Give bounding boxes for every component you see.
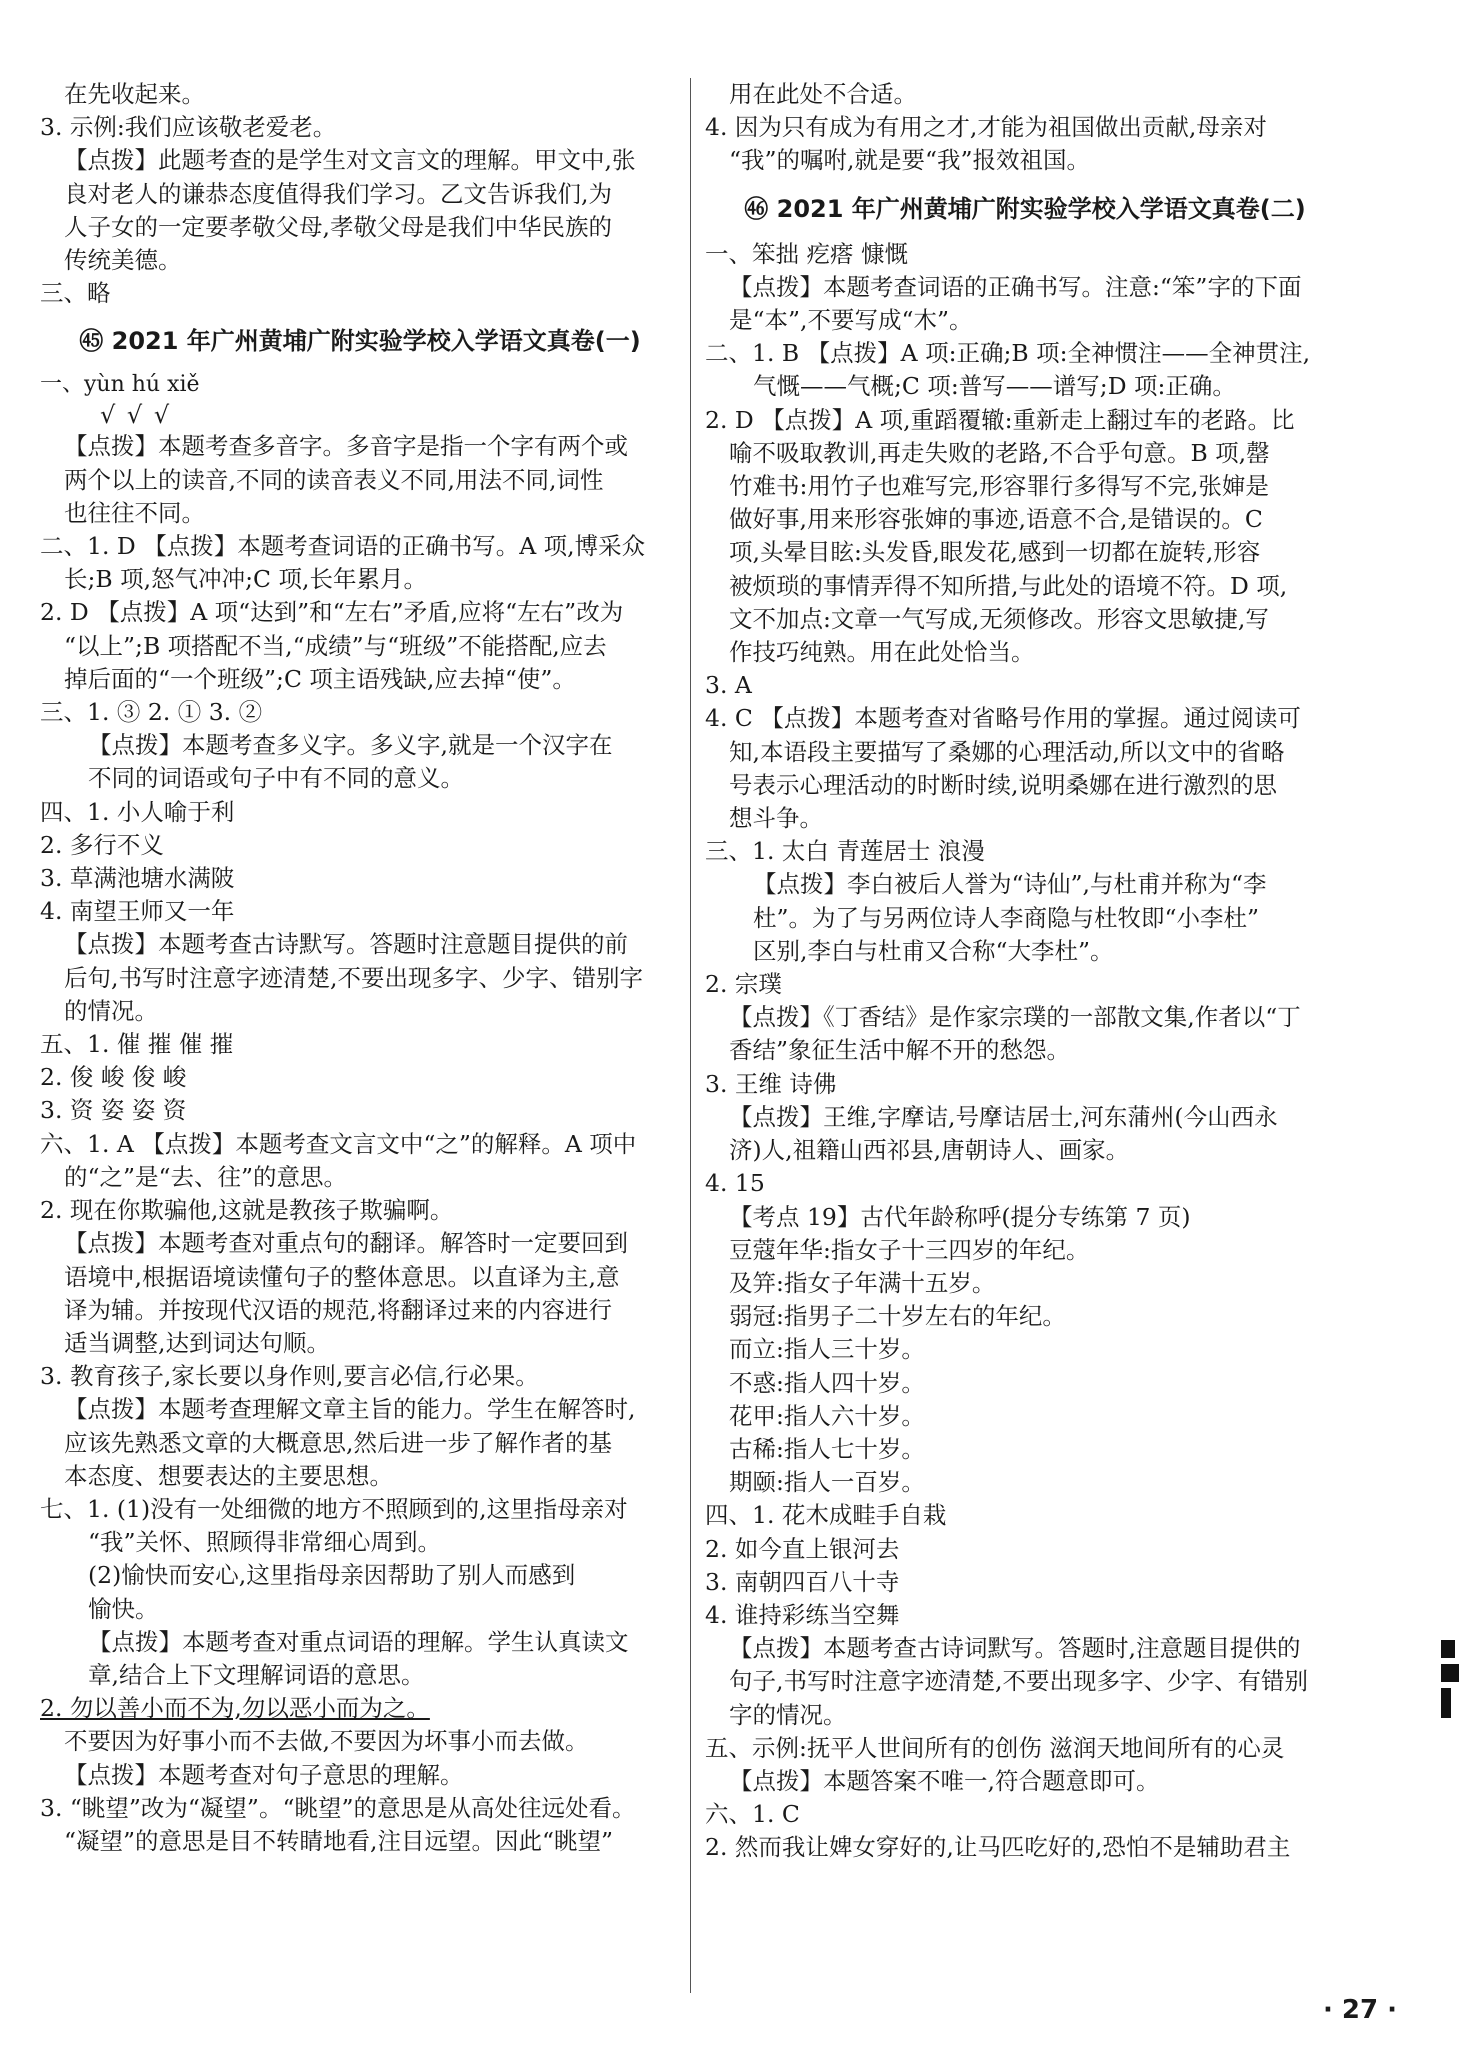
text-line: 及笄:指女子年满十五岁。 [729, 1268, 996, 1297]
text-line: 不要因为好事小而不去做,不要因为坏事小而去做。 [64, 1727, 589, 1756]
text-line: (2)愉快而安心,这里指母亲因帮助了别人而感到 [88, 1561, 576, 1590]
text-line: 号表示心理活动的时断时续,说明桑娜在进行激烈的思 [729, 770, 1277, 799]
text-line: 3. 王维 诗佛 [705, 1069, 837, 1098]
text-line: 字的情况。 [729, 1700, 847, 1729]
text-line: 【点拨】本题考查对重点词语的理解。学生认真读文 [88, 1627, 629, 1656]
text-line: 杜”。为了与另两位诗人李商隐与杜牧即“小李杜” [753, 903, 1260, 932]
text-line: 【点拨】李白被后人誉为“诗仙”,与杜甫并称为“李 [753, 870, 1267, 899]
left-column [40, 78, 680, 1858]
text-line: 七、1. (1)没有一处细微的地方不照顾到的,这里指母亲对 [40, 1494, 628, 1523]
text-line: 2. 如今直上银河去 [705, 1534, 900, 1563]
text-line: 花甲:指人六十岁。 [729, 1401, 925, 1430]
text-line: 2. 勿以善小而不为,勿以恶小而为之。 [40, 1694, 430, 1723]
text-line: “以上”;B 项搭配不当,“成绩”与“班级”不能搭配,应去 [64, 631, 607, 660]
text-line: 项,头晕目眩:头发昏,眼发花,感到一切都在旋转,形容 [729, 538, 1261, 567]
text-line: 【点拨】王维,字摩诘,号摩诘居士,河东蒲州(今山西永 [729, 1102, 1278, 1131]
section-heading: ㊺ 2021 年广州黄埔广附实验学校入学语文真卷(一) [79, 327, 641, 356]
text-line: 济)人,祖籍山西祁县,唐朝诗人、画家。 [729, 1136, 1130, 1165]
text-line: 2. 多行不义 [40, 830, 164, 859]
text-line: “我”关怀、照顾得非常细心周到。 [88, 1528, 442, 1557]
text-line: 而立:指人三十岁。 [729, 1335, 925, 1364]
text-line: 想斗争。 [729, 804, 823, 833]
text-line: 一、笨拙 疙瘩 慷慨 [705, 239, 908, 268]
text-line: 六、1. C [705, 1800, 800, 1829]
text-line: 是“本”,不要写成“木”。 [729, 306, 973, 335]
text-line: 3. “眺望”改为“凝望”。“眺望”的意思是从高处往远处看。 [40, 1793, 636, 1822]
text-line: “我”的嘱咐,就是要“我”报效祖国。 [729, 146, 1091, 175]
text-line: 四、1. 花木成畦手自栽 [705, 1501, 947, 1530]
text-line: 传统美德。 [64, 246, 182, 275]
text-line: 4. 15 [705, 1169, 765, 1198]
text-line: 【点拨】《丁香结》是作家宗璞的一部散文集,作者以“丁 [729, 1003, 1301, 1032]
text-line: 2. 现在你欺骗他,这就是教孩子欺骗啊。 [40, 1196, 454, 1225]
text-line: 三、1. ③ 2. ① 3. ② [40, 698, 263, 727]
text-line: 【点拨】本题答案不唯一,符合题意即可。 [729, 1766, 1160, 1795]
text-line: 3. 资 姿 姿 资 [40, 1096, 187, 1125]
text-line: 也往往不同。 [64, 498, 205, 527]
text-line: 三、1. 太白 青莲居士 浪漫 [705, 837, 985, 866]
text-line: 在先收起来。 [64, 80, 205, 108]
text-line: 2. 俊 峻 俊 峻 [40, 1063, 187, 1092]
text-line: 作技巧纯熟。用在此处恰当。 [729, 638, 1035, 667]
text-line: 语境中,根据语境读懂句子的整体意思。以直译为主,意 [64, 1262, 620, 1291]
text-line: 【点拨】本题考查对重点句的翻译。解答时一定要回到 [64, 1229, 628, 1258]
edge-tab-mark [1441, 1640, 1459, 1740]
text-line: 2. 然而我让婢女穿好的,让马匹吃好的,恐怕不是辅助君主 [705, 1833, 1291, 1862]
text-line: 适当调整,达到词达句顺。 [64, 1328, 330, 1357]
text-line: 【点拨】本题考查对句子意思的理解。 [64, 1760, 464, 1789]
text-line: 文不加点:文章一气写成,无须修改。形容文思敏捷,写 [729, 604, 1269, 633]
text-line: 3. A [705, 671, 752, 700]
text-line: 用在此处不合适。 [729, 80, 917, 108]
text-line: 4. 谁持彩练当空舞 [705, 1600, 900, 1629]
text-line: 四、1. 小人喻于利 [40, 797, 235, 826]
text-line: 被烦琐的事情弄得不知所措,与此处的语境不符。D 项, [729, 571, 1288, 600]
text-line: 愉快。 [88, 1594, 159, 1623]
text-line: 【点拨】本题考查多义字。多义字,就是一个汉字在 [88, 731, 613, 760]
text-line: 知,本语段主要描写了桑娜的心理活动,所以文中的省略 [729, 737, 1285, 766]
text-line: 掉后面的“一个班级”;C 项主语残缺,应去掉“使”。 [64, 664, 576, 693]
text-line: 豆蔻年华:指女子十三四岁的年纪。 [729, 1235, 1090, 1264]
text-line: 二、1. B 【点拨】A 项:正确;B 项:全神惯注——全神贯注, [705, 339, 1311, 368]
text-line: 不惑:指人四十岁。 [729, 1368, 925, 1397]
text-line: 3. 草满池塘水满陂 [40, 864, 235, 893]
text-line: 五、1. 催 摧 催 摧 [40, 1030, 234, 1059]
right-column [705, 78, 1345, 1865]
text-line: 喻不吸取教训,再走失败的老路,不合乎句意。B 项,罄 [729, 438, 1270, 467]
text-line: 的“之”是“去、往”的意思。 [64, 1162, 348, 1191]
text-line: 句子,书写时注意字迹清楚,不要出现多字、少字、有错别 [729, 1667, 1308, 1696]
text-line: 古稀:指人七十岁。 [729, 1434, 925, 1463]
text-line: 六、1. A 【点拨】本题考查文言文中“之”的解释。A 项中 [40, 1129, 637, 1158]
text-line: 3. 示例:我们应该敬老爱老。 [40, 113, 337, 142]
text-line: “凝望”的意思是目不转睛地看,注目远望。因此“眺望” [64, 1826, 614, 1855]
text-line: 3. 教育孩子,家长要以身作则,要言必信,行必果。 [40, 1362, 539, 1391]
text-line: 4. C 【点拨】本题考查对省略号作用的掌握。通过阅读可 [705, 704, 1301, 733]
text-line: 五、示例:抚平人世间所有的创伤 滋润天地间所有的心灵 [705, 1733, 1285, 1762]
text-line: 应该先熟悉文章的大概意思,然后进一步了解作者的基 [64, 1428, 612, 1457]
text-line: 长;B 项,怒气冲冲;C 项,长年累月。 [64, 565, 427, 594]
text-line: 【点拨】本题考查多音字。多音字是指一个字有两个或 [64, 432, 628, 461]
text-line: 弱冠:指男子二十岁左右的年纪。 [729, 1302, 1066, 1331]
text-line: 2. 宗璞 [705, 970, 782, 999]
text-line: 章,结合上下文理解词语的意思。 [88, 1660, 425, 1689]
text-line: 区别,李白与杜甫又合称“大李杜”。 [753, 936, 1114, 965]
text-line: 不同的词语或句子中有不同的意义。 [88, 764, 464, 793]
pinyin-line: 一、yùn hú xiě [40, 372, 200, 398]
text-line: 【点拨】本题考查理解文章主旨的能力。学生在解答时, [64, 1395, 636, 1424]
page-number: · 27 · [1322, 1995, 1397, 2025]
column-divider [690, 78, 691, 1993]
checkmark-line: √ √ √ [100, 401, 172, 430]
text-line: 4. 南望王师又一年 [40, 897, 235, 926]
text-line: 做好事,用来形容张婶的事迹,语意不合,是错误的。C [729, 505, 1263, 534]
text-line: 【点拨】本题考查词语的正确书写。注意:“笨”字的下面 [729, 272, 1302, 301]
text-line: 【点拨】此题考查的是学生对文言文的理解。甲文中,张 [64, 146, 636, 175]
text-line: 【考点 19】古代年龄称呼(提分专练第 7 页) [729, 1202, 1191, 1231]
text-line: 竹难书:用竹子也难写完,形容罪行多得写不完,张婶是 [729, 472, 1269, 501]
text-line: 本态度、想要表达的主要思想。 [64, 1461, 393, 1490]
text-line: 的情况。 [64, 996, 158, 1025]
text-line: 2. D 【点拨】A 项“达到”和“左右”矛盾,应将“左右”改为 [40, 598, 624, 627]
text-line: 良对老人的谦恭态度值得我们学习。乙文告诉我们,为 [64, 179, 612, 208]
text-line: 后句,书写时注意字迹清楚,不要出现多字、少字、错别字 [64, 963, 643, 992]
text-line: 二、1. D 【点拨】本题考查词语的正确书写。A 项,博采众 [40, 532, 646, 561]
text-line: 2. D 【点拨】A 项,重蹈覆辙:重新走上翻过车的老路。比 [705, 405, 1295, 434]
text-line: 气慨——气概;C 项:普写——谱写;D 项:正确。 [753, 372, 1236, 401]
section-heading: ㊻ 2021 年广州黄埔广附实验学校入学语文真卷(二) [744, 194, 1306, 223]
text-line: 人子女的一定要孝敬父母,孝敬父母是我们中华民族的 [64, 212, 612, 241]
text-line: 译为辅。并按现代汉语的规范,将翻译过来的内容进行 [64, 1295, 612, 1324]
text-line: 【点拨】本题考查古诗词默写。答题时,注意题目提供的 [729, 1634, 1301, 1663]
text-line: 【点拨】本题考查古诗默写。答题时注意题目提供的前 [64, 930, 628, 959]
text-line: 三、略 [40, 279, 111, 308]
text-line: 两个以上的读音,不同的读音表义不同,用法不同,词性 [64, 465, 604, 494]
text-line: 4. 因为只有成为有用之才,才能为祖国做出贡献,母亲对 [705, 113, 1267, 142]
text-line: 3. 南朝四百八十寺 [705, 1567, 900, 1596]
text-line: 香结”象征生活中解不开的愁怨。 [729, 1036, 1071, 1065]
text-line: 期颐:指人一百岁。 [729, 1468, 925, 1497]
